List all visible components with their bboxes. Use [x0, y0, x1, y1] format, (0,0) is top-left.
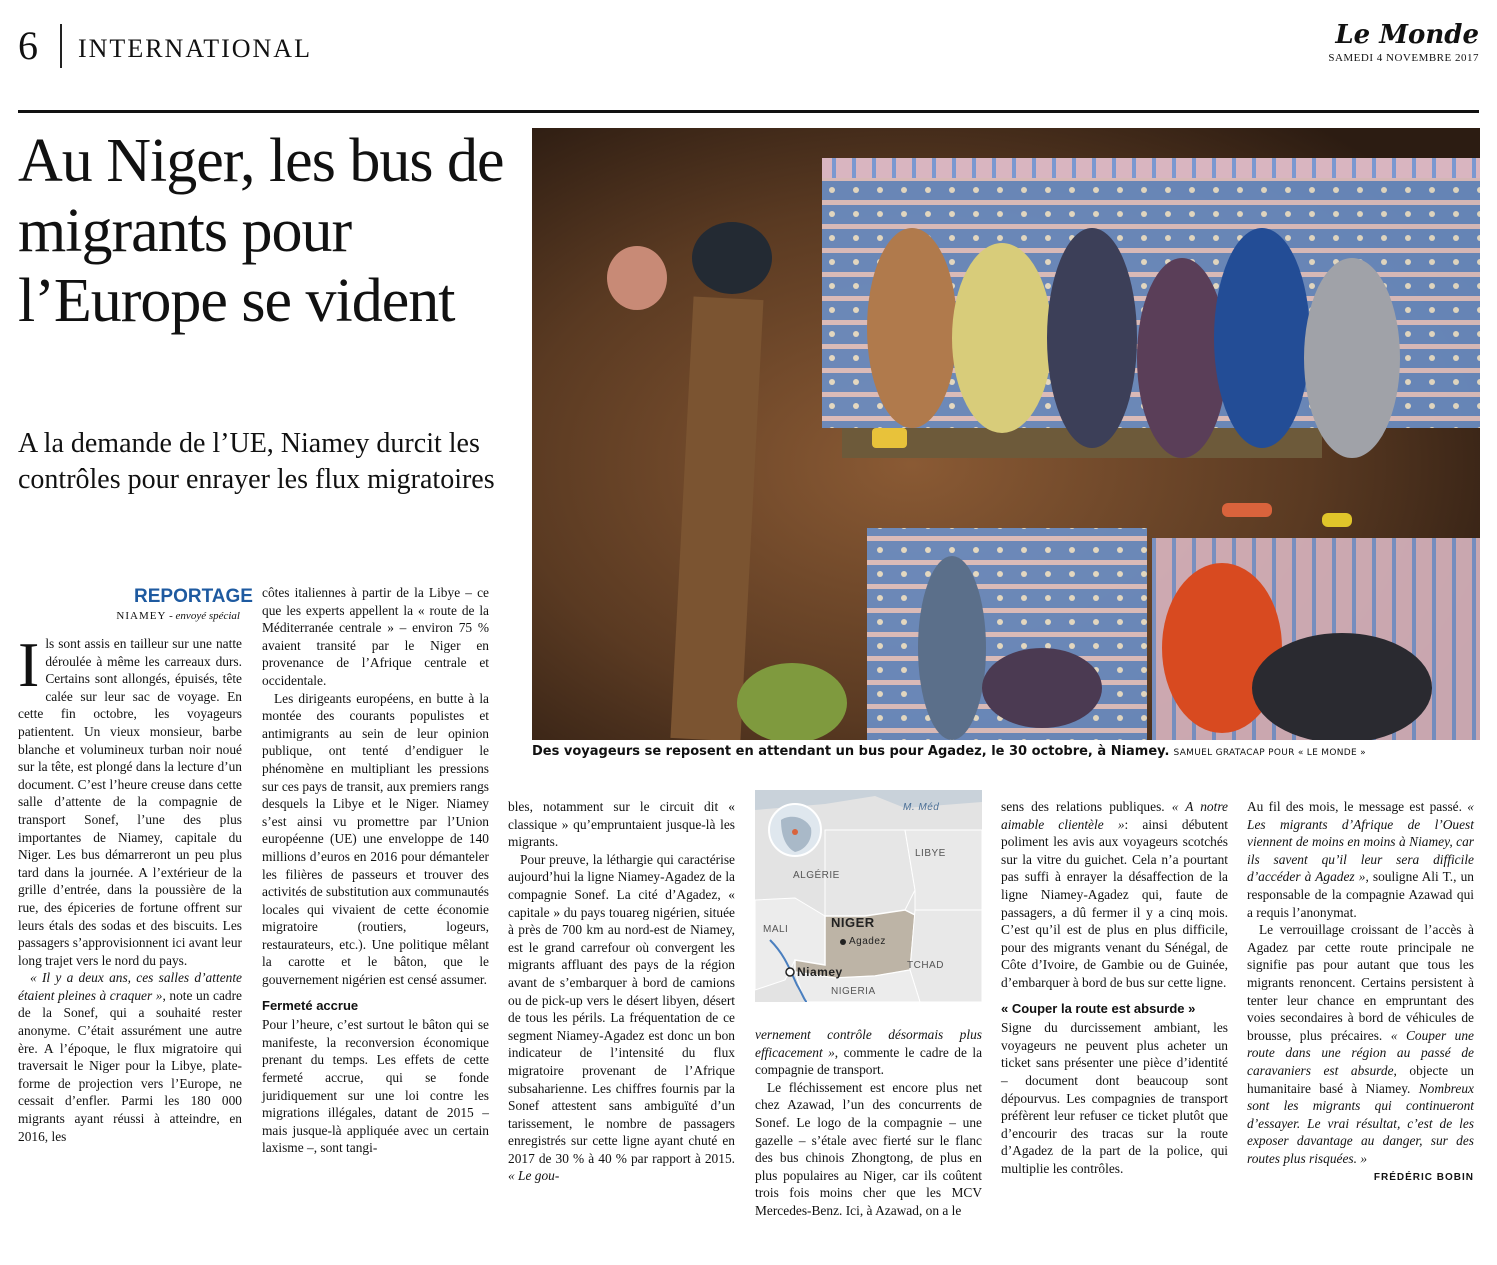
quote: Nombreux sont les migrants qui continueront d’essayer. Le vrai résultat, c’est de les exposer davantage au danger, sur des routes plus risquées. »	[1247, 1080, 1474, 1166]
quote: « Il y a deux ans, ces salles d’attente étaient pleines à craquer »	[18, 970, 242, 1003]
paragraph: Le fléchissement est encore plus net chez Azawad, l’un des concurrents de Sonef. Le logo de la compagnie – une gazelle – s’étale avec fierté sur le flanc des bus chinois Zhongtong, de plus en plus populaires au Niger, car ils coûtent trois fois moins cher que les MCV Mercedes-Benz. Ici, à Azawad, on a le	[755, 1079, 982, 1218]
paragraph-text: , commente le cadre de la compagnie de transport.	[755, 1044, 983, 1078]
map-shapes	[755, 790, 982, 1002]
paragraph	[1247, 798, 1474, 921]
byline-role: - envoyé spécial	[169, 610, 240, 622]
photo-caption	[532, 744, 1480, 759]
header-rule	[18, 110, 1479, 113]
paragraph	[1247, 921, 1474, 1167]
paragraph-text: , souligne Ali T., un responsable de la compagnie Azawad qui a requis l’anonymat.	[1247, 869, 1474, 920]
paragraph-text: ls sont assis en tailleur sur une natte déroulée à même les carreaux durs. Certains sont allongés, épuisés, tête calée sur leur sac de voyage. En cette fin octobre, les voyageurs patientent. Un vieux monsieur, barbe blanche et volumineux turban noir noué sur la tête, est plongé dans la lecture d’un document. C’est l’heure creuse dans cette salle d’attente de la compagnie de transport Sonef, l’une des plus importantes de Niamey, capitale du Niger. Les bus démarreront un peu plus tard dans la journée. A l’extérieur de la grille d’entrée, dans la poussière de la rue, des épiceries de fortune offrent sur leurs étals des sodas et des biscuits. Les passagers s’approvisionnent ici avant leur long trajet vers le nord du pays.	[18, 636, 242, 968]
paragraph: côtes italiennes à partir de la Libye – ce que les experts appellent la « route de la Méditerranée centrale » – environ 75 % avaient transité par le Niger en provenance de l’Afrique centrale et occidentale.	[262, 585, 489, 688]
quote: « Les migrants d’Afrique de l’Ouest viennent de moins en moins à Niamey, car ils savent qu’il leur sera difficile d’accéder à Agadez »	[1247, 799, 1474, 885]
section-title: INTERNATIONAL	[78, 34, 312, 63]
map-label-niamey: Niamey	[797, 965, 843, 979]
paragraph-text: Au fil des mois, le message est passé.	[1247, 799, 1462, 814]
paragraph: Les dirigeants européens, en butte à la montée des courants populistes et antimigrants au sein de leur opinion publique, ont tenté d’endiguer le phénomène en multipliant les pressions sur ces pays de transit, aux premiers rangs desquels la Libye et le Niger. Niamey s’est ainsi vu promettre par l’Union européenne (UE) une enveloppe de 140 millions d’euros en 2016 pour démanteler les filières de passeurs et trouver des activités de substitution aux communautés locales qui vivaient de cette économie migratoire (routiers, logeurs, restaurateurs, etc.). Une politique mêlant la carotte et le bâton, que le gouvernement nigérien est censé assumer.	[262, 690, 489, 988]
article-column-3	[508, 798, 735, 1185]
article-column-1	[18, 629, 243, 1145]
niamey-marker	[786, 968, 794, 976]
paragraph-text: sens des relations publiques.	[1001, 799, 1165, 814]
quote: « Couper une route dans une région au passé de caravaniers est absurde	[1247, 1027, 1474, 1078]
article-kicker: REPORTAGE	[134, 586, 253, 607]
paragraph	[508, 851, 735, 1185]
article-subheadline: A la demande de l’UE, Niamey durcit les contrôles pour enrayer les flux migratoires	[18, 428, 495, 495]
header-divider	[60, 24, 62, 68]
article-headline: Au Niger, les bus de migrants pour l’Europe se vident	[18, 127, 504, 335]
page-number: 6	[18, 23, 38, 68]
newspaper-logo: Le Monde	[1335, 20, 1479, 50]
map-country-chad	[910, 910, 982, 1002]
map-label-libya: LIBYE	[915, 848, 946, 859]
paragraph	[18, 969, 242, 1145]
paragraph-text: Le verrouillage croissant de l’accès à Agadez par cette route principale ne signifie pas pour autant que tous les migrants renoncent. Certains persistent à tenter leur chance en empruntant des voies secondaires à bord de véhicules de brousse, plus précaires.	[1247, 922, 1474, 1043]
quote: vernement contrôle désormais plus efficacement »	[755, 1027, 982, 1060]
paragraph-text: Pour preuve, la léthargie qui caractérise aujourd’hui la ligne Niamey-Agadez de la compagnie Sonef. La cité d’Agadez, « capitale » du pays touareg nigérien, située à près de 700 km au nord-est de Niamey, est le grand carrefour où convergent les migrants affluant des pays de la région avant de s’embarquer à bord de camions ou de pick-up vers le désert libyen, désert de tous les périls. La fréquentation de ce segment Niamey-Agadez est donc un bon indicateur de l’intensité du flux migratoire provenant de l’Afrique subsaharienne. Les chiffres fournis par la Sonef attestent sans ambiguïté d’un tarissement, le nombre de passagers enregistrés sur cette ligne ayant chuté en 2017 de 30 % à 40 % par rapport à 2015.	[508, 851, 735, 1166]
paragraph	[1001, 798, 1228, 992]
drop-cap: I	[18, 629, 40, 700]
quote: « Le gou-	[508, 1168, 560, 1184]
map-label-agadez: Agadez	[849, 936, 886, 947]
intertitle: « Couper la route est absurde »	[1001, 1000, 1196, 1016]
map-label-niger: NIGER	[831, 915, 875, 930]
paragraph-text: : ainsi débutent poliment les avis aux voyageurs scotchés sur la vitre du guichet. Cela n’a pourtant pas suffi à enrayer la désaffection de la ligne Niamey-Agadez qui, faute de passagers, a dû fermer il y a cinq mois. C’est qu’il est de plus en plus difficile, pour des migrants venant du Sénégal, de Côte d’Ivoire, de Gambie ou de Guinée, d’embarquer à bord de bus sur cette ligne.	[1001, 816, 1228, 990]
paragraph: bles, notamment sur le circuit dit « classique » qu’empruntaient jusque-là les migrants.	[508, 799, 735, 850]
globe-marker	[792, 829, 798, 835]
paragraph-text: , objecte un humanitaire basé à Niamey.	[1247, 1062, 1474, 1096]
agadez-marker	[840, 939, 846, 945]
map-label-sea: M. Méd	[903, 802, 940, 813]
map-country-libya	[905, 830, 982, 910]
map-label-nigeria: NIGERIA	[831, 986, 876, 997]
photo-credit: SAMUEL GRATACAP POUR « LE MONDE »	[1173, 748, 1366, 758]
map-label-algeria: ALGÉRIE	[793, 870, 840, 881]
map-label-mali: MALI	[763, 924, 789, 935]
paragraph-text: , note un cadre de la Sonef, qui a souhaité rester anonyme. C’était assurément une autre ère. A l’époque, le flux migratoire qui traversait le Niger pour la Libye, plate-forme de projection vers l’Europe, ne cessait d’enfler. Parmi les 180 000 migrants ayant réussi à atteindre, en 2016, les	[18, 987, 243, 1144]
byline-place: NIAMEY	[116, 610, 167, 622]
locator-map	[755, 790, 982, 1002]
paragraph: Signe du durcissement ambiant, les voyageurs ne peuvent plus acheter un ticket sans présenter une pièce d’identité – document dont beaucoup sont dépourvus. Les compagnies de transport préfèrent leur refuser ce ticket plutôt que d’encourir des tracas sur la route d’Agadez de la part de la police, qui multiplie les contrôles.	[1001, 1020, 1228, 1176]
paragraph	[18, 629, 242, 969]
paragraph: Pour l’heure, c’est surtout le bâton qui se manifeste, la reconversion économique prenant du temps. Les effets de cette fermeté accrue, qui se fonde juridiquement sur une loi contre les migrations illégales, datant de 2015 – mais jusque-là appliquée avec un certain laxisme –, sont tangi-	[262, 1017, 489, 1156]
byline	[60, 610, 240, 622]
author-signature: FRÉDÉRIC BOBIN	[1373, 1172, 1474, 1184]
issue-date: SAMEDI 4 NOVEMBRE 2017	[1328, 52, 1479, 64]
article-photo	[532, 128, 1480, 740]
photo-illustration	[532, 128, 1480, 740]
map-label-chad: TCHAD	[907, 960, 944, 971]
quote: « A notre aimable clientèle »	[1001, 799, 1229, 832]
caption-text: Des voyageurs se reposent en attendant un bus pour Agadez, le 30 octobre, à Niamey.	[532, 744, 1170, 759]
article-column-5	[1001, 798, 1228, 1177]
article-column-6	[1247, 798, 1474, 1187]
article-column-4	[755, 1026, 982, 1220]
intertitle: Fermeté accrue	[262, 997, 359, 1013]
article-column-2	[262, 584, 489, 1157]
paragraph	[755, 1026, 982, 1079]
